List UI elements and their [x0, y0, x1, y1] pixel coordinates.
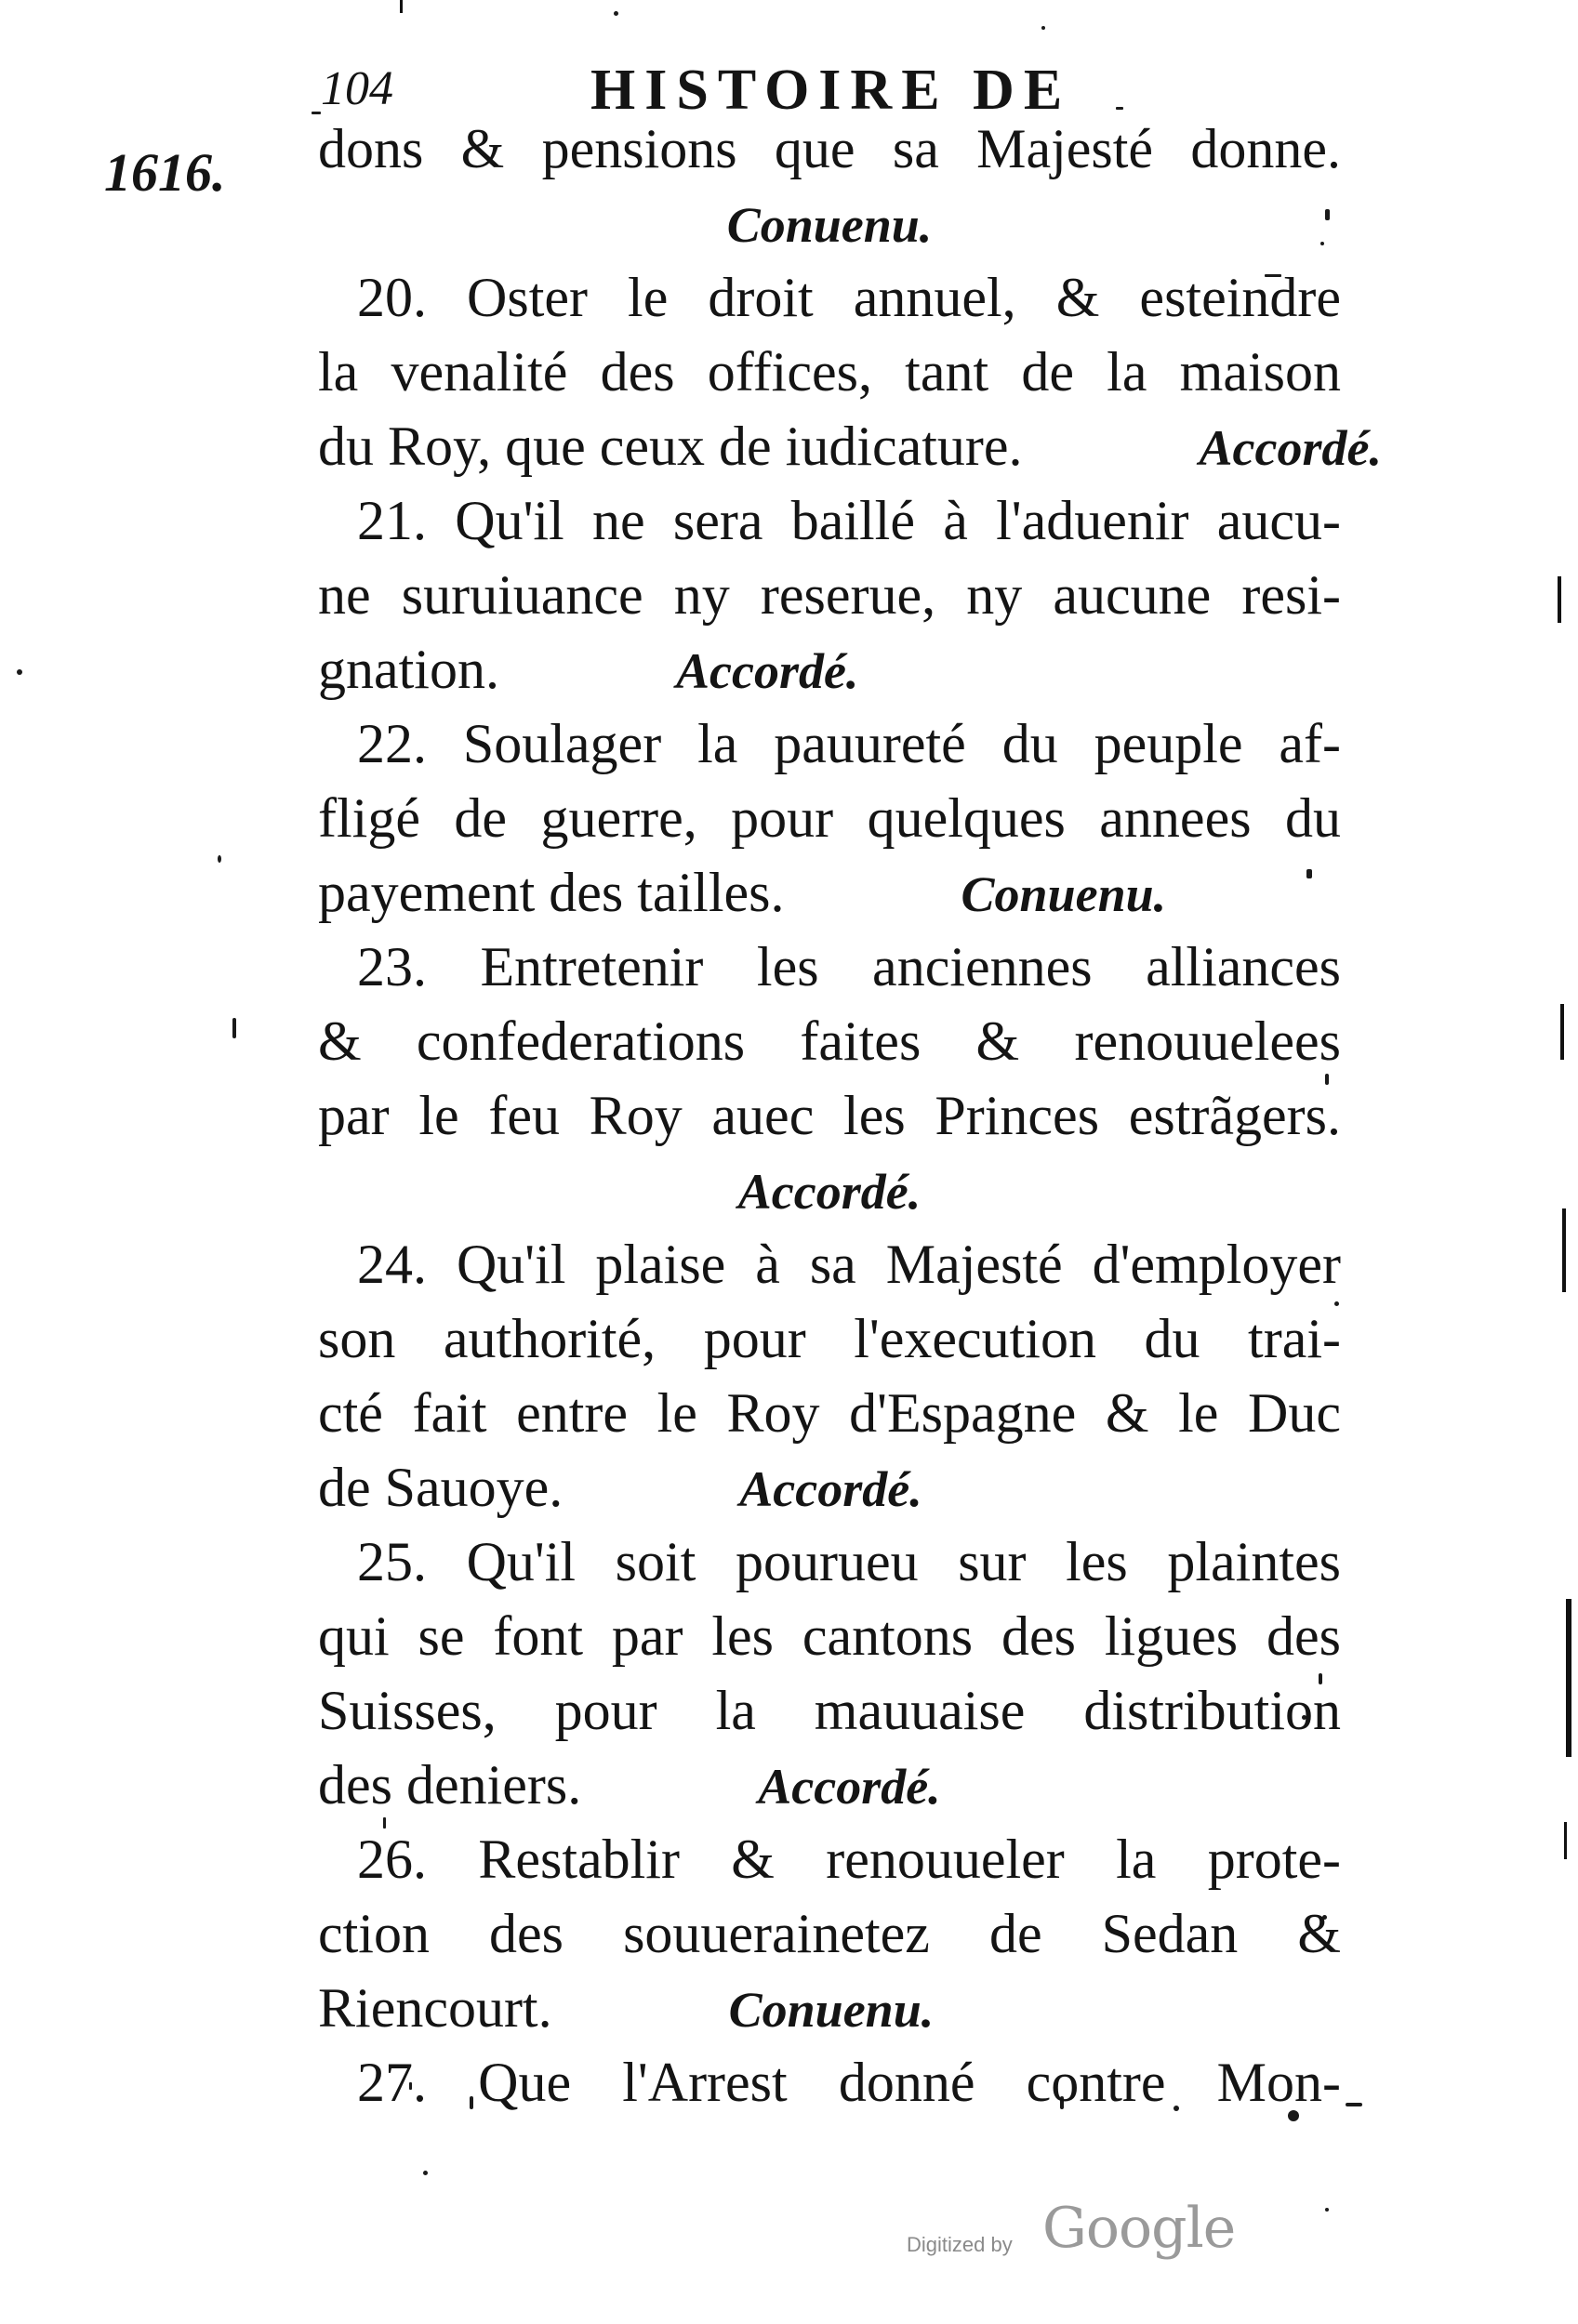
- page-edge-mark: [1558, 576, 1561, 623]
- margin-year: 1616.: [104, 142, 226, 203]
- text-line: ne suruiuance ny reserue, ny aucune resi-: [318, 564, 1341, 626]
- text-line: Suisses, pour la mauuaise distribution: [318, 1680, 1341, 1741]
- line-text: de Sauoye.: [318, 1457, 564, 1518]
- text-line: dons & pensions que sa Majesté donne.: [318, 118, 1341, 179]
- scan-speck: [232, 1018, 236, 1038]
- text-line: [318, 1971, 1341, 2045]
- digitized-label: Digitized by: [907, 2233, 1013, 2256]
- scan-speck: [17, 669, 22, 675]
- text-line: 20. Oster le droit annuel, & esteindre: [357, 267, 1341, 328]
- scan-speck: [1325, 2208, 1329, 2212]
- text-line: 27. Que l'Arrest donné contre Mon-: [357, 2052, 1341, 2113]
- reply-label: Accordé.: [737, 1164, 922, 1220]
- text-line: [318, 1153, 1341, 1227]
- text-line: la venalité des offices, tant de la maison: [318, 341, 1341, 403]
- reply-label: Conuenu.: [728, 1982, 935, 2038]
- line-text: Riencourt.: [318, 1977, 552, 2039]
- line-text: gnation.: [318, 639, 499, 700]
- page-edge-mark: [1566, 1599, 1571, 1757]
- text-line: [318, 1450, 1341, 1525]
- text-line: par le feu Roy auec les Princes estrãgers.: [318, 1085, 1341, 1146]
- reply-label: Accordé.: [739, 1461, 922, 1517]
- text-line: son authorité, pour l'execution du trai-: [318, 1308, 1341, 1369]
- scan-speck: [614, 11, 618, 16]
- page-edge-mark: [400, 0, 403, 13]
- text-line: 22. Soulager la pauureté du peuple af-: [357, 713, 1341, 774]
- line-text: du Roy, que ceux de iudicature.: [318, 416, 1023, 477]
- text-line: [318, 1748, 1341, 1822]
- text-line: [318, 186, 1341, 260]
- page-number: 104: [321, 62, 393, 115]
- text-line: 24. Qu'il plaise à sa Majesté d'employer: [357, 1234, 1341, 1295]
- page-edge-mark: [1560, 1004, 1564, 1060]
- digitization-watermark: [907, 2196, 1241, 2270]
- page-edge-mark: [1564, 1822, 1567, 1859]
- reply-label: Accordé.: [1199, 420, 1382, 476]
- text-line: 26. Restablir & renouueler la prote-: [357, 1829, 1341, 1890]
- text-line: [318, 855, 1341, 930]
- line-text: des deniers.: [318, 1754, 582, 1816]
- text-line: & confederations faites & renouuelees: [318, 1010, 1341, 1072]
- running-head: HISTOIRE DE: [590, 59, 1072, 122]
- scan-speck: [1346, 2103, 1362, 2106]
- text-line: [318, 409, 1382, 483]
- text-line: cté fait entre le Roy d'Espagne & le Duc: [318, 1382, 1341, 1444]
- text-line: qui se font par les cantons des ligues des: [318, 1605, 1341, 1667]
- page-edge-mark: [1562, 1208, 1566, 1292]
- body-text: [318, 112, 1382, 2119]
- text-line: 23. Entretenir les anciennes alliances: [357, 936, 1341, 997]
- text-line: 21. Qu'il ne sera baillé à l'aduenir aucu-: [357, 490, 1341, 551]
- reply-label: Accordé.: [675, 643, 859, 699]
- scan-speck: [218, 855, 221, 863]
- line-text: payement des tailles.: [318, 862, 785, 923]
- reply-label: Conuenu.: [726, 197, 933, 253]
- scan-speck: [1041, 26, 1045, 30]
- reply-label: Accordé.: [758, 1759, 941, 1815]
- text-line: [318, 632, 1341, 706]
- text-line: fligé de guerre, pour quelques annees du: [318, 787, 1341, 849]
- google-logo: Google: [1042, 2196, 1236, 2261]
- text-line: 25. Qu'il soit pourueu sur les plaintes: [357, 1531, 1341, 1592]
- text-line: ction des souuerainetez de Sedan &: [318, 1903, 1341, 1964]
- scan-speck: [423, 2171, 428, 2175]
- reply-label: Conuenu.: [961, 866, 1167, 922]
